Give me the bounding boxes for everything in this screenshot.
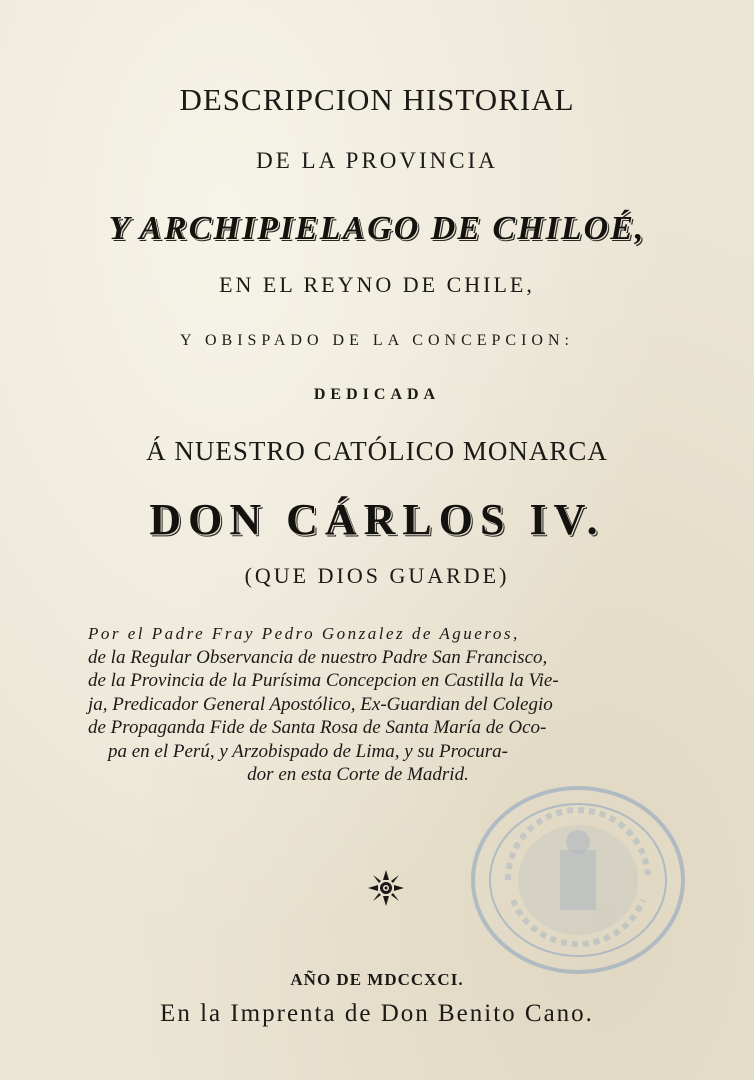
- dedication-label: DEDICADA: [313, 386, 441, 403]
- title-line-3: Y ARCHIPIELAGO DE CHILOÉ,: [108, 210, 646, 247]
- author-line: dor en esta Corte de Madrid.: [247, 764, 469, 785]
- author-block: [88, 622, 698, 787]
- author-line: de la Regular Observancia de nuestro Padre San Francisco,: [88, 646, 548, 668]
- author-line: ja, Predicador General Apostólico, Ex-Guardian del Colegio: [88, 693, 553, 715]
- author-line: de Propaganda Fide de Santa Rosa de Santa María de Oco-: [88, 717, 547, 738]
- monarch-name: DON CÁRLOS IV.: [149, 495, 605, 544]
- blessing-line: (QUE DIOS GUARDE): [244, 563, 510, 588]
- dedication-line: Á NUESTRO CATÓLICO MONARCA: [146, 436, 608, 466]
- author-line: de la Provincia de la Purísima Concepcion en Castilla la Vie-: [88, 670, 559, 691]
- title-line-1: DESCRIPCION HISTORIAL: [179, 82, 575, 117]
- author-line: pa en el Perú, y Arzobispado de Lima, y su Procura-: [108, 740, 509, 762]
- printer-line: En la Imprenta de Don Benito Cano.: [160, 1000, 594, 1027]
- publication-year: AÑO DE MDCCXCI.: [290, 970, 464, 989]
- title-line-4: EN EL REYNO DE CHILE,: [219, 272, 535, 297]
- printers-ornament-icon: [366, 868, 406, 908]
- author-line: Por el Padre Fray Pedro Gonzalez de Agueros,: [88, 624, 520, 643]
- title-line-2: DE LA PROVINCIA: [256, 148, 498, 173]
- title-line-5: Y OBISPADO DE LA CONCEPCION:: [180, 332, 574, 349]
- library-stamp-icon: [468, 780, 688, 980]
